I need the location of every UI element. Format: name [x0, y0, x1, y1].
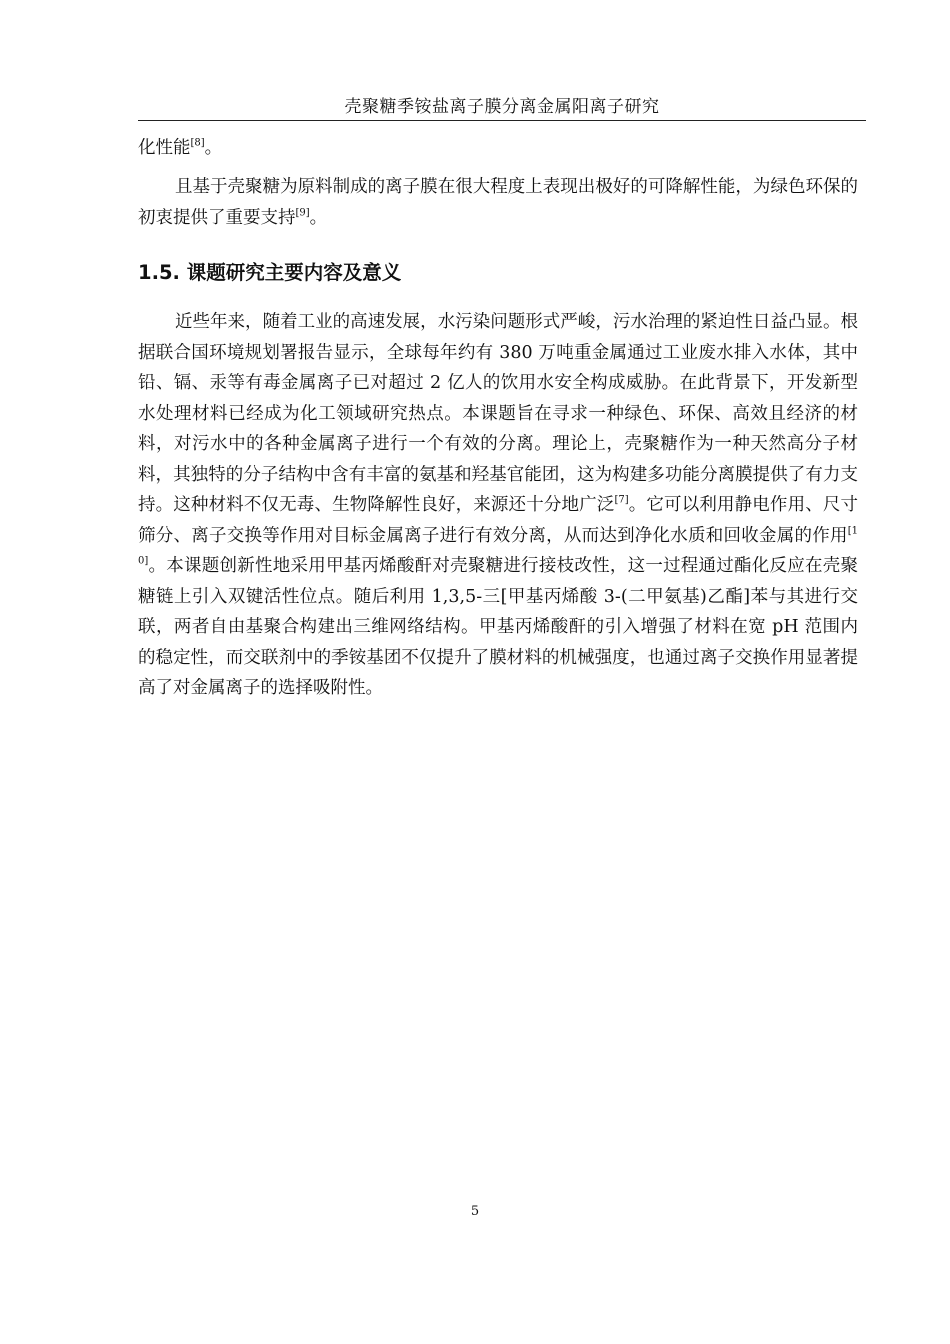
paragraph-text-part2: 。它可以利用静电作用、尺寸筛分、离子交换等作用对目标金属离子进行有效分离，从而达到净化水质和回收金属的作用 [138, 495, 859, 546]
citation-10[interactable]: [10] [138, 525, 858, 567]
paragraph-degradability [138, 172, 858, 233]
citation-7[interactable]: [7] [614, 494, 629, 506]
paragraph-continuation [138, 133, 858, 164]
header-rule [138, 120, 866, 121]
paragraph-text: 化性能 [138, 138, 191, 158]
paragraph-text: 且基于壳聚糖为原料制成的离子膜在很大程度上表现出极好的可降解性能，为绿色环保的初衷提供了重要支持 [138, 177, 858, 228]
page-number: 5 [470, 1204, 480, 1219]
paragraph-research-content [138, 307, 858, 704]
running-header: 壳聚糖季铵盐离子膜分离金属阳离子研究 [344, 97, 660, 117]
paragraph-text-part3: 。本课题创新性地采用甲基丙烯酸酐对壳聚糖进行接枝改性，这一过程通过酯化反应在壳聚糖链上引入双键活性位点。随后利用 1,3,5-三[甲基丙烯酸 3-(二甲氨基)乙酯]苯与其进行交联，两者自由基聚合构建出三维网络结构。甲基丙烯酸酐的引入增强了材料在宽 pH 范围内的稳定性，而交联剂中的季铵基团不仅提升了膜材料的机械强度，也通过离子交换作用显著提高了对金属离子的选择吸附性。 [138, 556, 858, 698]
paragraph-end: 。 [309, 207, 328, 228]
paragraph-end: 。 [204, 138, 223, 158]
paragraph-text-part1: 近些年来，随着工业的高速发展，水污染问题形式严峻，污水治理的紧迫性日益凸显。根据联合国环境规划署报告显示，全球每年约有 380 万吨重金属通过工业废水排入水体，其中铅、镉、汞等有毒金属离子已对超过 2 亿人的饮用水安全构成威胁。在此背景下，开发新型水处理材料已经成为化工领域研究热点。本课题旨在寻求一种绿色、环保、高效且经济的材料，对污水中的各种金属离子进行一个有效的分离。理论上，壳聚糖作为一种天然高分子材料，其独特的分子结构中含有丰富的氨基和羟基官能团，这为构建多功能分离膜提供了有力支持。这种材料不仅无毒、生物降解性良好，来源还十分地广泛 [138, 312, 858, 515]
citation-8[interactable]: [8] [190, 137, 205, 149]
citation-9[interactable]: [9] [295, 207, 310, 218]
section-heading: 1.5. 课题研究主要内容及意义 [138, 261, 402, 284]
